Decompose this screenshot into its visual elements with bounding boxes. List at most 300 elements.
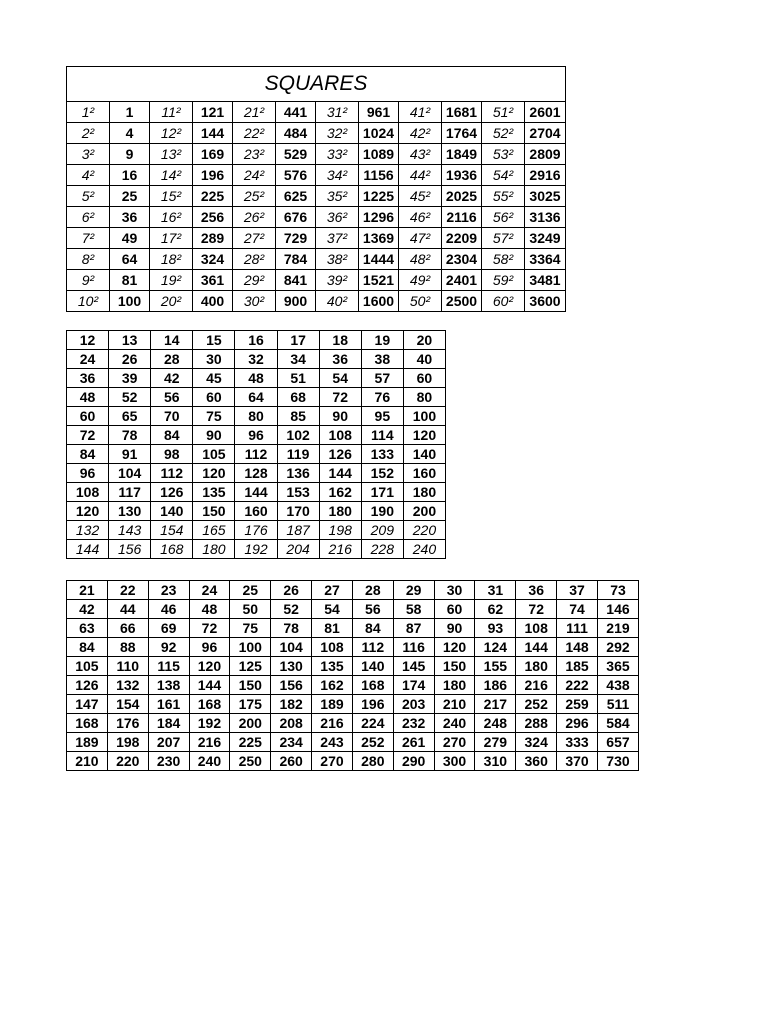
multiple-cell: 17 [277, 331, 319, 350]
multiple-cell: 196 [352, 695, 393, 714]
multiple-cell: 259 [557, 695, 598, 714]
square-label-cell: 31² [316, 102, 359, 123]
multiple-cell: 31 [475, 581, 516, 600]
multiples-row [67, 600, 639, 619]
square-label-cell: 54² [482, 165, 525, 186]
multiple-cell: 84 [67, 638, 108, 657]
multiple-cell: 204 [277, 540, 319, 559]
square-value-cell: 1681 [442, 102, 482, 123]
multiple-cell: 310 [475, 752, 516, 771]
multiple-cell: 63 [67, 619, 108, 638]
multiple-cell: 150 [230, 676, 271, 695]
multiple-cell: 78 [109, 426, 151, 445]
multiple-cell: 105 [67, 657, 108, 676]
multiple-cell: 140 [352, 657, 393, 676]
multiple-cell: 62 [475, 600, 516, 619]
square-value-cell: 1521 [359, 270, 399, 291]
multiple-cell: 116 [393, 638, 434, 657]
square-value-cell: 576 [276, 165, 316, 186]
multiple-cell: 209 [361, 521, 403, 540]
multiples-table-1-body [67, 331, 446, 559]
squares-row [67, 228, 566, 249]
multiple-cell: 657 [597, 733, 638, 752]
multiples-row [67, 619, 639, 638]
multiple-cell: 52 [271, 600, 312, 619]
square-value-cell: 3481 [525, 270, 566, 291]
square-value-cell: 400 [193, 291, 233, 312]
multiple-cell: 36 [67, 369, 109, 388]
square-label-cell: 40² [316, 291, 359, 312]
square-label-cell: 47² [399, 228, 442, 249]
multiple-cell: 216 [319, 540, 361, 559]
square-value-cell: 196 [193, 165, 233, 186]
square-label-cell: 8² [67, 249, 110, 270]
multiple-cell: 132 [107, 676, 148, 695]
multiple-cell: 160 [403, 464, 445, 483]
multiples-row [67, 350, 446, 369]
multiple-cell: 182 [271, 695, 312, 714]
multiple-cell: 84 [151, 426, 193, 445]
multiples-table-2-body [67, 581, 639, 771]
multiple-cell: 60 [67, 407, 109, 426]
multiple-cell: 90 [193, 426, 235, 445]
square-value-cell: 256 [193, 207, 233, 228]
multiple-cell: 92 [148, 638, 189, 657]
multiple-cell: 230 [148, 752, 189, 771]
multiple-cell: 98 [151, 445, 193, 464]
multiple-cell: 37 [557, 581, 598, 600]
multiple-cell: 45 [193, 369, 235, 388]
multiple-cell: 128 [235, 464, 277, 483]
multiple-cell: 124 [475, 638, 516, 657]
multiple-cell: 93 [475, 619, 516, 638]
multiple-cell: 144 [235, 483, 277, 502]
multiple-cell: 279 [475, 733, 516, 752]
multiple-cell: 190 [361, 502, 403, 521]
square-label-cell: 3² [67, 144, 110, 165]
multiple-cell: 438 [597, 676, 638, 695]
square-value-cell: 2209 [442, 228, 482, 249]
multiple-cell: 224 [352, 714, 393, 733]
square-value-cell: 64 [110, 249, 150, 270]
multiple-cell: 75 [230, 619, 271, 638]
square-value-cell: 121 [193, 102, 233, 123]
squares-row [67, 249, 566, 270]
multiple-cell: 100 [230, 638, 271, 657]
multiple-cell: 240 [403, 540, 445, 559]
square-label-cell: 25² [233, 186, 276, 207]
square-label-cell: 24² [233, 165, 276, 186]
square-value-cell: 324 [193, 249, 233, 270]
multiples-row [67, 502, 446, 521]
multiple-cell: 120 [434, 638, 475, 657]
multiples-row [67, 638, 639, 657]
multiple-cell: 198 [107, 733, 148, 752]
squares-table [66, 66, 566, 312]
multiple-cell: 270 [434, 733, 475, 752]
multiple-cell: 74 [557, 600, 598, 619]
square-value-cell: 2916 [525, 165, 566, 186]
squares-row [67, 207, 566, 228]
multiple-cell: 153 [277, 483, 319, 502]
multiple-cell: 365 [597, 657, 638, 676]
multiple-cell: 117 [109, 483, 151, 502]
multiple-cell: 187 [277, 521, 319, 540]
multiple-cell: 78 [271, 619, 312, 638]
multiple-cell: 30 [434, 581, 475, 600]
square-value-cell: 1764 [442, 123, 482, 144]
multiple-cell: 38 [361, 350, 403, 369]
square-label-cell: 16² [150, 207, 193, 228]
multiple-cell: 115 [148, 657, 189, 676]
multiple-cell: 91 [109, 445, 151, 464]
square-value-cell: 289 [193, 228, 233, 249]
multiple-cell: 96 [67, 464, 109, 483]
multiples-row [67, 676, 639, 695]
multiple-cell: 108 [319, 426, 361, 445]
square-label-cell: 13² [150, 144, 193, 165]
square-value-cell: 625 [276, 186, 316, 207]
square-label-cell: 2² [67, 123, 110, 144]
multiple-cell: 110 [107, 657, 148, 676]
multiples-row [67, 388, 446, 407]
multiple-cell: 14 [151, 331, 193, 350]
multiple-cell: 24 [67, 350, 109, 369]
multiple-cell: 96 [189, 638, 230, 657]
square-value-cell: 961 [359, 102, 399, 123]
multiple-cell: 156 [271, 676, 312, 695]
multiple-cell: 23 [148, 581, 189, 600]
multiple-cell: 48 [67, 388, 109, 407]
multiple-cell: 148 [557, 638, 598, 657]
multiple-cell: 132 [67, 521, 109, 540]
multiple-cell: 180 [403, 483, 445, 502]
multiple-cell: 252 [352, 733, 393, 752]
squares-row [67, 270, 566, 291]
multiple-cell: 170 [277, 502, 319, 521]
square-label-cell: 5² [67, 186, 110, 207]
squares-title: SQUARES [67, 67, 566, 102]
multiple-cell: 189 [67, 733, 108, 752]
square-label-cell: 48² [399, 249, 442, 270]
multiple-cell: 207 [148, 733, 189, 752]
square-value-cell: 1444 [359, 249, 399, 270]
multiple-cell: 54 [312, 600, 353, 619]
multiple-cell: 150 [193, 502, 235, 521]
multiple-cell: 51 [277, 369, 319, 388]
multiple-cell: 208 [271, 714, 312, 733]
multiple-cell: 39 [109, 369, 151, 388]
multiple-cell: 156 [109, 540, 151, 559]
multiple-cell: 260 [271, 752, 312, 771]
multiple-cell: 152 [361, 464, 403, 483]
multiple-cell: 18 [319, 331, 361, 350]
square-label-cell: 18² [150, 249, 193, 270]
square-value-cell: 1225 [359, 186, 399, 207]
square-value-cell: 1936 [442, 165, 482, 186]
multiple-cell: 73 [597, 581, 638, 600]
multiple-cell: 730 [597, 752, 638, 771]
multiple-cell: 232 [393, 714, 434, 733]
multiple-cell: 154 [107, 695, 148, 714]
multiple-cell: 161 [148, 695, 189, 714]
square-label-cell: 9² [67, 270, 110, 291]
multiples-row [67, 445, 446, 464]
square-label-cell: 32² [316, 123, 359, 144]
multiple-cell: 65 [109, 407, 151, 426]
multiple-cell: 60 [403, 369, 445, 388]
multiple-cell: 216 [189, 733, 230, 752]
multiple-cell: 135 [312, 657, 353, 676]
multiple-cell: 81 [312, 619, 353, 638]
multiple-cell: 360 [516, 752, 557, 771]
multiple-cell: 56 [151, 388, 193, 407]
multiple-cell: 19 [361, 331, 403, 350]
square-value-cell: 1369 [359, 228, 399, 249]
square-label-cell: 34² [316, 165, 359, 186]
square-label-cell: 23² [233, 144, 276, 165]
multiple-cell: 250 [230, 752, 271, 771]
multiple-cell: 111 [557, 619, 598, 638]
square-value-cell: 1089 [359, 144, 399, 165]
multiple-cell: 48 [235, 369, 277, 388]
squares-row [67, 186, 566, 207]
square-label-cell: 7² [67, 228, 110, 249]
square-value-cell: 361 [193, 270, 233, 291]
multiple-cell: 219 [597, 619, 638, 638]
multiple-cell: 511 [597, 695, 638, 714]
square-value-cell: 9 [110, 144, 150, 165]
square-value-cell: 2601 [525, 102, 566, 123]
square-value-cell: 441 [276, 102, 316, 123]
square-label-cell: 53² [482, 144, 525, 165]
multiple-cell: 20 [403, 331, 445, 350]
multiple-cell: 100 [403, 407, 445, 426]
square-value-cell: 484 [276, 123, 316, 144]
multiple-cell: 108 [67, 483, 109, 502]
multiple-cell: 584 [597, 714, 638, 733]
multiples-row [67, 521, 446, 540]
square-value-cell: 900 [276, 291, 316, 312]
multiple-cell: 84 [67, 445, 109, 464]
multiple-cell: 174 [393, 676, 434, 695]
square-label-cell: 58² [482, 249, 525, 270]
multiple-cell: 16 [235, 331, 277, 350]
multiples-table-2 [66, 580, 639, 771]
square-label-cell: 44² [399, 165, 442, 186]
multiple-cell: 210 [67, 752, 108, 771]
multiple-cell: 144 [67, 540, 109, 559]
square-value-cell: 3025 [525, 186, 566, 207]
multiple-cell: 145 [393, 657, 434, 676]
square-value-cell: 676 [276, 207, 316, 228]
multiple-cell: 324 [516, 733, 557, 752]
multiple-cell: 112 [352, 638, 393, 657]
square-value-cell: 529 [276, 144, 316, 165]
multiple-cell: 176 [107, 714, 148, 733]
square-value-cell: 49 [110, 228, 150, 249]
multiple-cell: 95 [361, 407, 403, 426]
square-label-cell: 39² [316, 270, 359, 291]
multiple-cell: 370 [557, 752, 598, 771]
multiple-cell: 165 [193, 521, 235, 540]
square-value-cell: 225 [193, 186, 233, 207]
multiple-cell: 42 [151, 369, 193, 388]
squares-title-row [67, 67, 566, 102]
multiple-cell: 220 [403, 521, 445, 540]
square-label-cell: 19² [150, 270, 193, 291]
square-label-cell: 26² [233, 207, 276, 228]
multiples-row [67, 483, 446, 502]
multiple-cell: 216 [516, 676, 557, 695]
square-label-cell: 43² [399, 144, 442, 165]
square-label-cell: 6² [67, 207, 110, 228]
multiple-cell: 248 [475, 714, 516, 733]
square-label-cell: 60² [482, 291, 525, 312]
multiple-cell: 175 [230, 695, 271, 714]
multiple-cell: 72 [516, 600, 557, 619]
multiple-cell: 44 [107, 600, 148, 619]
multiple-cell: 104 [109, 464, 151, 483]
multiple-cell: 130 [109, 502, 151, 521]
square-value-cell: 784 [276, 249, 316, 270]
multiple-cell: 280 [352, 752, 393, 771]
multiple-cell: 64 [235, 388, 277, 407]
multiple-cell: 12 [67, 331, 109, 350]
multiple-cell: 180 [319, 502, 361, 521]
multiple-cell: 108 [312, 638, 353, 657]
multiple-cell: 120 [193, 464, 235, 483]
multiple-cell: 104 [271, 638, 312, 657]
multiple-cell: 26 [109, 350, 151, 369]
squares-body [67, 102, 566, 312]
multiple-cell: 34 [277, 350, 319, 369]
multiple-cell: 192 [189, 714, 230, 733]
multiple-cell: 162 [312, 676, 353, 695]
multiple-cell: 144 [189, 676, 230, 695]
multiple-cell: 228 [361, 540, 403, 559]
square-value-cell: 2025 [442, 186, 482, 207]
square-label-cell: 30² [233, 291, 276, 312]
square-value-cell: 2500 [442, 291, 482, 312]
multiple-cell: 220 [107, 752, 148, 771]
multiple-cell: 72 [189, 619, 230, 638]
multiple-cell: 138 [148, 676, 189, 695]
multiple-cell: 84 [352, 619, 393, 638]
multiple-cell: 180 [516, 657, 557, 676]
multiple-cell: 36 [319, 350, 361, 369]
square-label-cell: 22² [233, 123, 276, 144]
multiple-cell: 144 [319, 464, 361, 483]
square-label-cell: 33² [316, 144, 359, 165]
multiple-cell: 234 [271, 733, 312, 752]
square-label-cell: 12² [150, 123, 193, 144]
multiples-row [67, 331, 446, 350]
squares-row [67, 165, 566, 186]
multiple-cell: 66 [107, 619, 148, 638]
multiple-cell: 270 [312, 752, 353, 771]
multiple-cell: 198 [319, 521, 361, 540]
multiple-cell: 72 [319, 388, 361, 407]
multiple-cell: 261 [393, 733, 434, 752]
multiple-cell: 42 [67, 600, 108, 619]
square-value-cell: 16 [110, 165, 150, 186]
multiples-row [67, 540, 446, 559]
square-value-cell: 36 [110, 207, 150, 228]
square-label-cell: 56² [482, 207, 525, 228]
multiple-cell: 15 [193, 331, 235, 350]
square-value-cell: 3364 [525, 249, 566, 270]
multiple-cell: 171 [361, 483, 403, 502]
square-value-cell: 1600 [359, 291, 399, 312]
multiple-cell: 126 [319, 445, 361, 464]
multiple-cell: 180 [193, 540, 235, 559]
square-label-cell: 28² [233, 249, 276, 270]
multiple-cell: 133 [361, 445, 403, 464]
multiple-cell: 203 [393, 695, 434, 714]
multiple-cell: 130 [271, 657, 312, 676]
multiples-row [67, 733, 639, 752]
square-label-cell: 37² [316, 228, 359, 249]
square-label-cell: 42² [399, 123, 442, 144]
multiple-cell: 180 [434, 676, 475, 695]
multiple-cell: 80 [235, 407, 277, 426]
multiple-cell: 88 [107, 638, 148, 657]
multiple-cell: 144 [516, 638, 557, 657]
square-value-cell: 2116 [442, 207, 482, 228]
squares-row [67, 144, 566, 165]
multiple-cell: 120 [67, 502, 109, 521]
square-value-cell: 169 [193, 144, 233, 165]
square-value-cell: 81 [110, 270, 150, 291]
multiple-cell: 50 [230, 600, 271, 619]
square-value-cell: 144 [193, 123, 233, 144]
multiple-cell: 27 [312, 581, 353, 600]
square-label-cell: 21² [233, 102, 276, 123]
multiple-cell: 186 [475, 676, 516, 695]
square-value-cell: 2809 [525, 144, 566, 165]
multiple-cell: 60 [434, 600, 475, 619]
multiple-cell: 176 [235, 521, 277, 540]
square-label-cell: 51² [482, 102, 525, 123]
square-label-cell: 20² [150, 291, 193, 312]
multiple-cell: 85 [277, 407, 319, 426]
multiples-row [67, 714, 639, 733]
multiple-cell: 30 [193, 350, 235, 369]
multiple-cell: 90 [434, 619, 475, 638]
square-label-cell: 14² [150, 165, 193, 186]
multiple-cell: 72 [67, 426, 109, 445]
multiple-cell: 168 [189, 695, 230, 714]
square-value-cell: 729 [276, 228, 316, 249]
multiple-cell: 288 [516, 714, 557, 733]
multiple-cell: 32 [235, 350, 277, 369]
square-value-cell: 1296 [359, 207, 399, 228]
multiple-cell: 21 [67, 581, 108, 600]
multiple-cell: 155 [475, 657, 516, 676]
square-label-cell: 45² [399, 186, 442, 207]
multiple-cell: 333 [557, 733, 598, 752]
square-label-cell: 29² [233, 270, 276, 291]
square-value-cell: 100 [110, 291, 150, 312]
multiple-cell: 292 [597, 638, 638, 657]
multiple-cell: 76 [361, 388, 403, 407]
multiple-cell: 25 [230, 581, 271, 600]
multiple-cell: 225 [230, 733, 271, 752]
multiple-cell: 46 [148, 600, 189, 619]
multiple-cell: 147 [67, 695, 108, 714]
multiple-cell: 160 [235, 502, 277, 521]
